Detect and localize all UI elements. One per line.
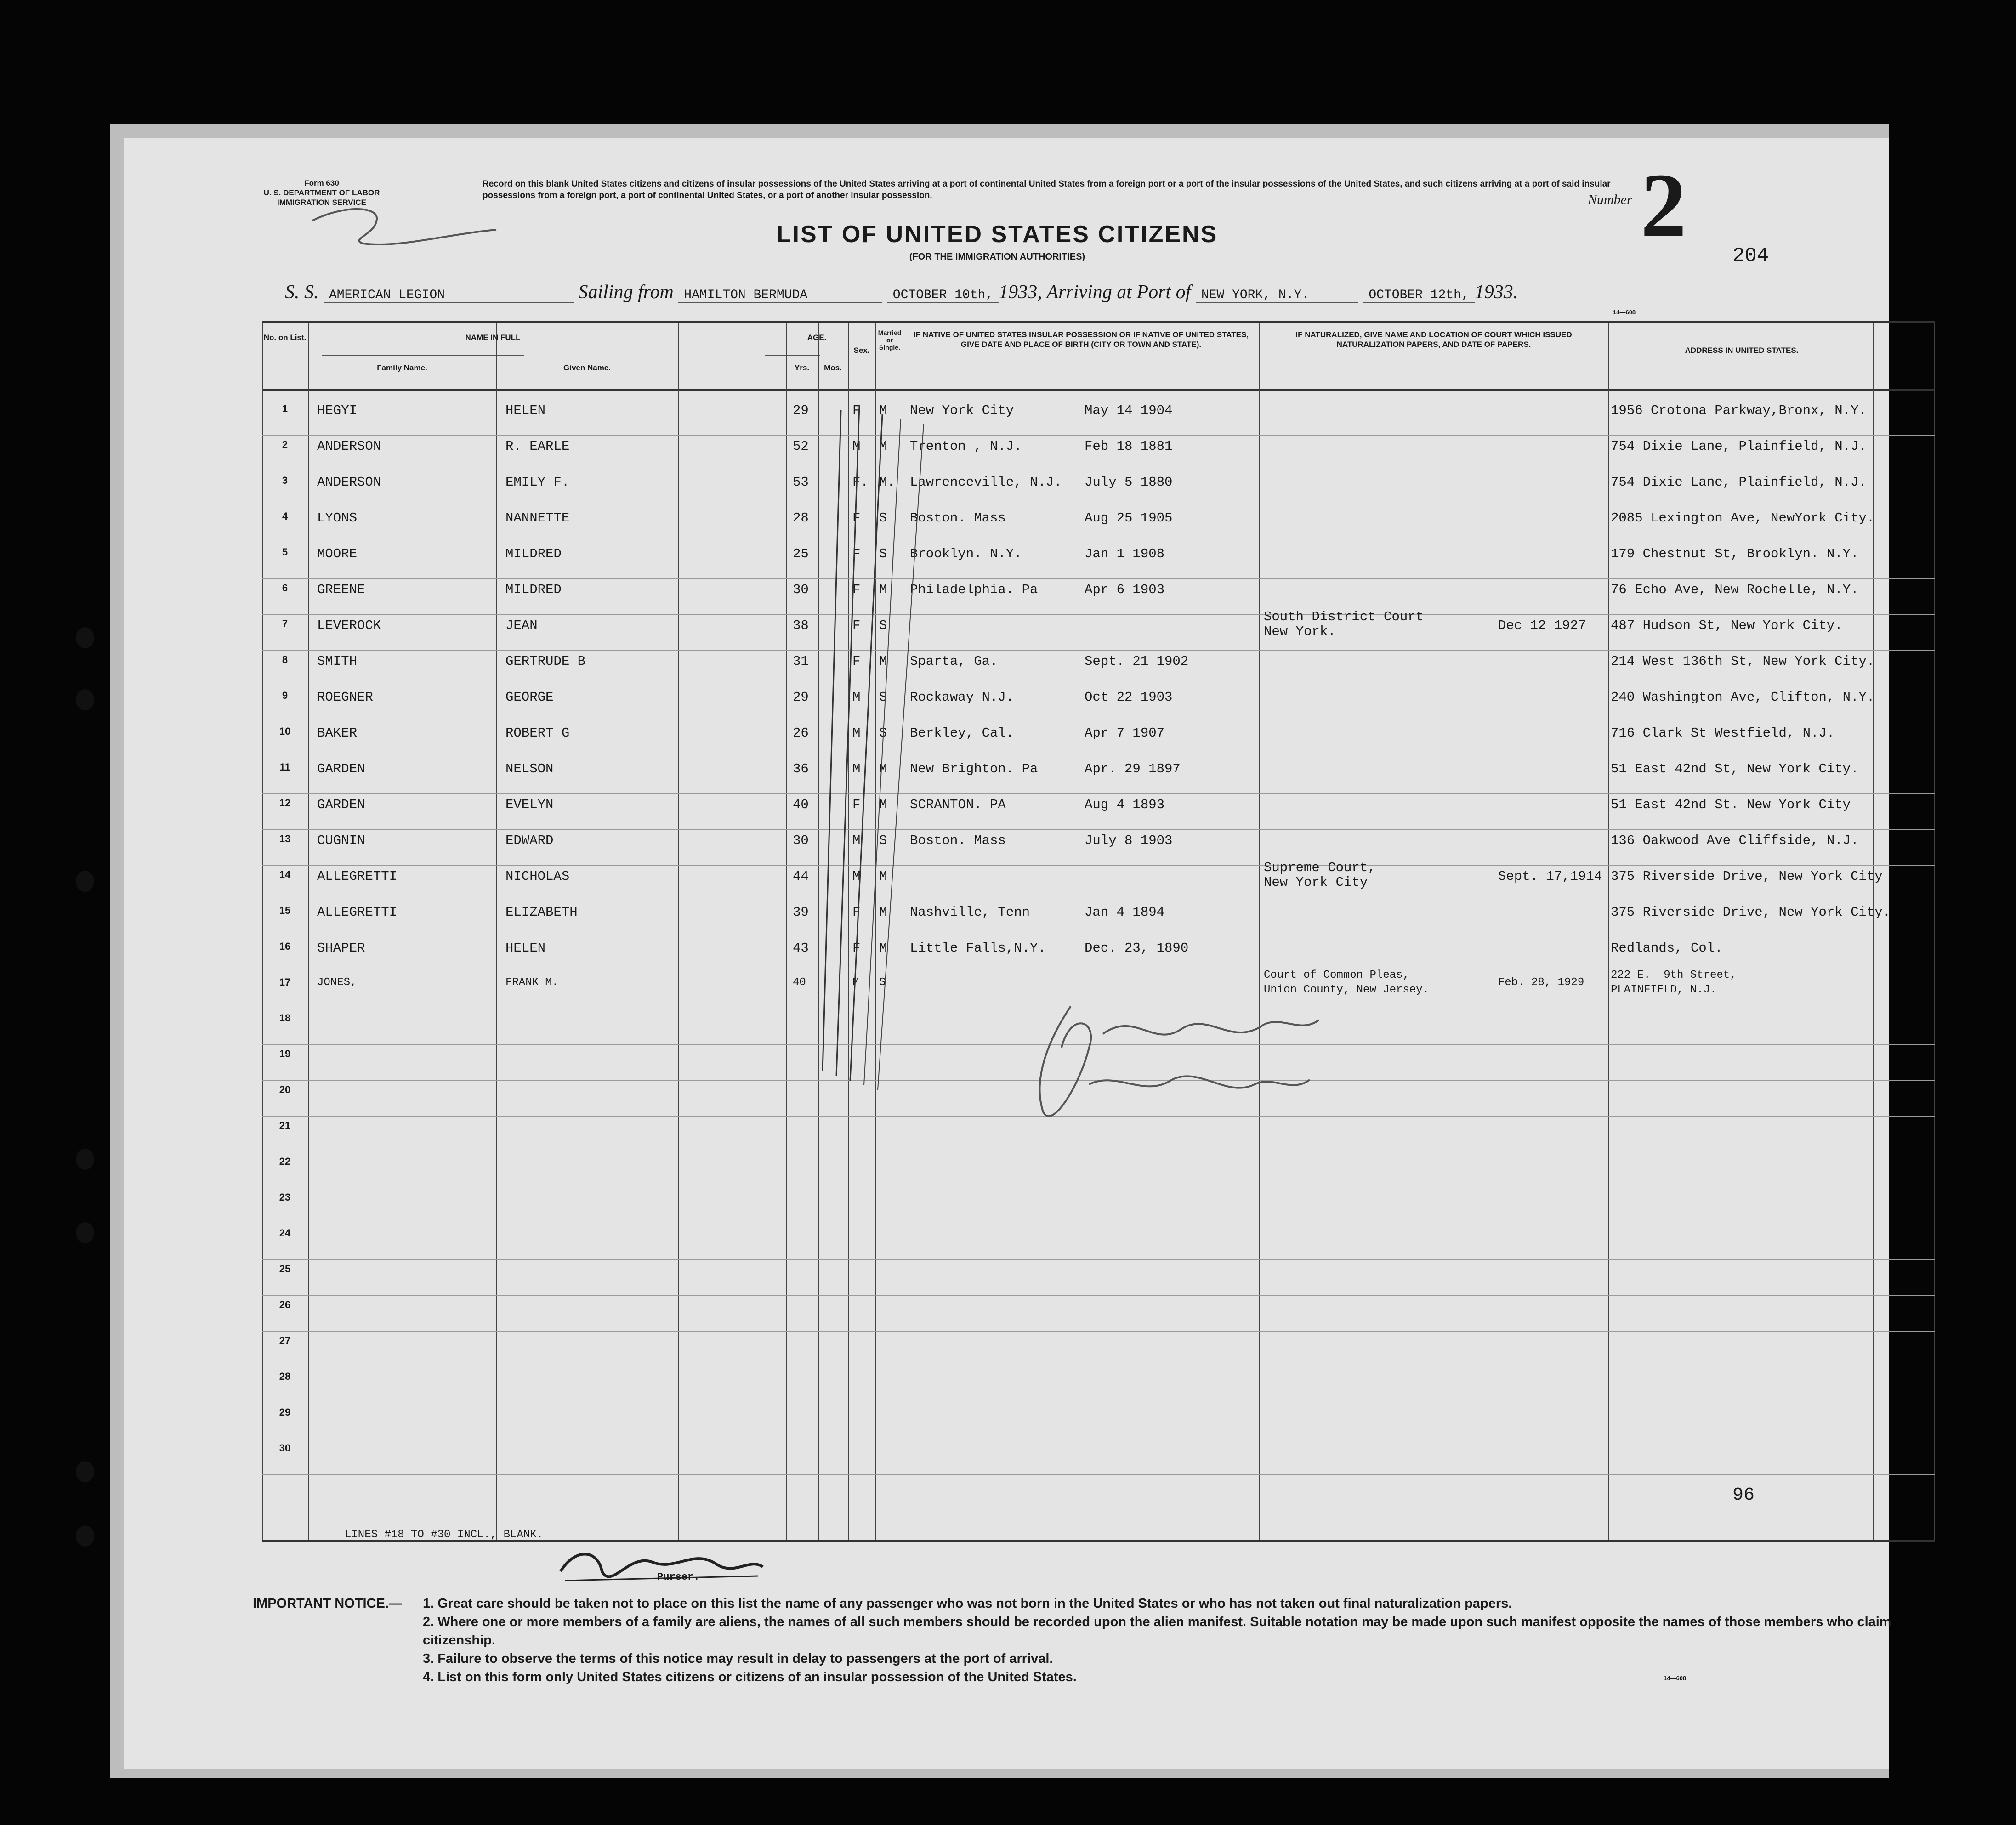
address: 716 Clark St Westfield, N.J.	[1611, 725, 1835, 741]
row-rule	[262, 1331, 1935, 1332]
line-number: 24	[279, 1227, 291, 1239]
marital-status: M	[879, 582, 887, 597]
address: 51 East 42nd St, New York City.	[1611, 761, 1859, 776]
line-number: 15	[279, 905, 291, 916]
col-header-given-name: Given Name.	[563, 363, 611, 372]
age-subheader-divider	[765, 355, 820, 356]
sailing-label: Sailing from	[578, 282, 674, 303]
notice-lead: IMPORTANT NOTICE.—	[253, 1596, 402, 1611]
given-name: GERTRUDE B	[505, 654, 586, 669]
address: 754 Dixie Lane, Plainfield, N.J.	[1611, 475, 1867, 490]
given-name: ROBERT G	[505, 725, 570, 741]
line-number: 20	[279, 1084, 291, 1095]
row-rule	[262, 1259, 1935, 1260]
naturalization-court: Court of Common Pleas, Union County, New Jersey.	[1264, 969, 1430, 996]
sex: F	[852, 654, 861, 669]
col-header-age: AGE.	[807, 333, 827, 342]
line-number: 19	[279, 1048, 291, 1060]
family-name: GARDEN	[317, 797, 365, 812]
sex: M	[852, 690, 861, 705]
naturalization-court: Supreme Court, New York City	[1264, 860, 1376, 890]
row-rule	[262, 793, 1935, 794]
check-marks	[767, 405, 1016, 1301]
line-number: 25	[279, 1263, 291, 1275]
form-number: Form 630	[304, 179, 339, 187]
punch-hole	[76, 689, 94, 710]
table-border-left	[262, 323, 263, 1540]
sex: F	[852, 618, 861, 633]
age: 38	[793, 618, 809, 633]
address: 240 Washington Ave, Clifton, N.Y.	[1611, 690, 1875, 705]
naturalization-date: Sept. 17,1914	[1498, 869, 1602, 884]
row-rule	[262, 1474, 1935, 1475]
sex: F	[852, 403, 861, 418]
birth-date: May 14 1904	[1085, 403, 1173, 418]
birth-place: Lawrenceville, N.J.	[910, 475, 1062, 490]
marital-status: S	[879, 510, 887, 526]
marital-status: S	[879, 546, 887, 561]
family-name: LEVEROCK	[317, 618, 381, 633]
line-number: 27	[279, 1335, 291, 1346]
birth-place: Brooklyn. N.Y.	[910, 546, 1022, 561]
stray-number: 96	[1732, 1485, 1755, 1506]
col-divider	[1873, 323, 1874, 1540]
address: 2085 Lexington Ave, NewYork City.	[1611, 510, 1875, 526]
arrival-date: OCTOBER 12th,	[1363, 288, 1474, 303]
row-rule	[262, 829, 1935, 830]
birth-date: Sept. 21 1902	[1085, 654, 1189, 669]
naturalization-court: South District Court New York.	[1264, 609, 1424, 639]
birth-place: Nashville, Tenn	[910, 905, 1030, 920]
col-header-yrs: Yrs.	[794, 363, 810, 372]
sex: F	[852, 797, 861, 812]
given-name: GEORGE	[505, 690, 554, 705]
col-divider	[1608, 323, 1609, 1540]
given-name: HELEN	[505, 403, 546, 418]
notice-item: 1. Great care should be taken not to place on this list the name of any passenger who was not born in the United States or who has not taken out final naturalization papers.	[423, 1596, 1512, 1611]
age: 30	[793, 582, 809, 597]
given-name: EDWARD	[505, 833, 554, 848]
line-number: 6	[282, 582, 288, 594]
age: 53	[793, 475, 809, 490]
row-rule	[262, 1295, 1935, 1296]
col-header-address: ADDRESS IN UNITED STATES.	[1685, 346, 1799, 355]
age: 29	[793, 403, 809, 418]
sex: M	[852, 976, 859, 989]
sex: M	[852, 761, 861, 776]
sex: M	[852, 869, 861, 884]
address: 222 E. 9th Street, PLAINFIELD, N.J.	[1611, 969, 1737, 996]
given-name: NELSON	[505, 761, 554, 776]
ship-name: AMERICAN LEGION	[324, 288, 574, 303]
marital-status: S	[879, 690, 887, 705]
age: 39	[793, 905, 809, 920]
marital-status: S	[879, 833, 887, 848]
form-subtitle: (FOR THE IMMIGRATION AUTHORITIES)	[909, 252, 1085, 262]
age: 25	[793, 546, 809, 561]
line-number: 1	[282, 403, 288, 414]
given-name: MILDRED	[505, 582, 562, 597]
voyage-line	[285, 281, 1893, 303]
sex: F	[852, 546, 861, 561]
punch-hole	[76, 627, 94, 648]
col-divider	[678, 323, 679, 1540]
line-number: 29	[279, 1406, 291, 1418]
ss-label: S. S.	[285, 282, 319, 303]
naturalization-date: Dec 12 1927	[1498, 618, 1586, 633]
sex: M	[852, 833, 861, 848]
birth-date: July 8 1903	[1085, 833, 1173, 848]
address: 214 West 136th St, New York City.	[1611, 654, 1875, 669]
age: 40	[793, 976, 806, 989]
sex: F.	[852, 475, 869, 490]
departure-year: 1933	[999, 282, 1038, 303]
line-number: 8	[282, 654, 288, 665]
address: 754 Dixie Lane, Plainfield, N.J.	[1611, 439, 1867, 454]
sex: M	[852, 725, 861, 741]
notice-item: 3. Failure to observe the terms of this notice may result in delay to passengers at the port of arrival.	[423, 1651, 1053, 1666]
table-border-right	[1934, 323, 1935, 1540]
family-name: CUGNIN	[317, 833, 365, 848]
arrival-port: NEW YORK, N.Y.	[1196, 288, 1358, 303]
row-rule	[262, 865, 1935, 866]
line-number: 12	[279, 797, 291, 809]
age: 30	[793, 833, 809, 848]
birth-place: Berkley, Cal.	[910, 725, 1014, 741]
col-header-naturalized: IF NATURALIZED, GIVE NAME AND LOCATION OF COURT WHICH ISSUED NATURALIZATION PAPERS, AND DATE OF PAPERS.	[1295, 330, 1572, 349]
age: 28	[793, 510, 809, 526]
birth-place: Philadelphia. Pa	[910, 582, 1038, 597]
given-name: NICHOLAS	[505, 869, 570, 884]
notice-list	[423, 1594, 1893, 1686]
family-name: LYONS	[317, 510, 358, 526]
marital-status: M	[879, 761, 887, 776]
name-subheader-divider	[322, 355, 524, 356]
given-name: R. EARLE	[505, 439, 570, 454]
birth-date: Apr 6 1903	[1085, 582, 1165, 597]
birth-date: July 5 1880	[1085, 475, 1173, 490]
sex: F	[852, 582, 861, 597]
age: 44	[793, 869, 809, 884]
header-divider	[262, 389, 1935, 391]
birth-place: New York City	[910, 403, 1014, 418]
age: 29	[793, 690, 809, 705]
given-name: HELEN	[505, 941, 546, 956]
marital-status: M	[879, 403, 887, 418]
family-name: ROEGNER	[317, 690, 373, 705]
birth-date: Aug 25 1905	[1085, 510, 1173, 526]
col-divider	[496, 323, 497, 1540]
family-name: GREENE	[317, 582, 365, 597]
given-name: FRANK M.	[505, 976, 559, 989]
line-number: 26	[279, 1299, 291, 1310]
col-header-mos: Mos.	[824, 363, 842, 372]
notice-item: 4. List on this form only United States citizens or citizens of an insular possession of the United States.	[423, 1670, 1077, 1684]
inspector-signature	[1016, 992, 1337, 1139]
birth-place: Boston. Mass	[910, 510, 1006, 526]
department-name: U. S. DEPARTMENT OF LABOR	[263, 188, 380, 197]
given-name: EMILY F.	[505, 475, 570, 490]
departure-port: HAMILTON BERMUDA	[678, 288, 882, 303]
address: 375 Riverside Drive, New York City	[1611, 869, 1883, 884]
blank-lines-note: LINES #18 TO #30 INCL., BLANK.	[345, 1529, 544, 1541]
marital-status: M	[879, 869, 887, 884]
col-header-no: No. on List.	[263, 333, 307, 342]
address: 51 East 42nd St. New York City	[1611, 797, 1851, 812]
family-name: ANDERSON	[317, 475, 381, 490]
row-rule	[262, 435, 1935, 436]
marital-status: M	[879, 905, 887, 920]
row-rule	[262, 578, 1935, 579]
notice-item: 2. Where one or more members of a family are aliens, the names of all such members should be recorded upon the alien manifest. Suitable notation may be made upon such manifest opposite the names of those members who claim citizenship.	[423, 1615, 1891, 1648]
line-number: 28	[279, 1371, 291, 1382]
sex: F	[852, 510, 861, 526]
col-header-birth: IF NATIVE OF UNITED STATES INSULAR POSSESSION OR IF NATIVE OF UNITED STATES, GIVE DATE AND PLACE OF BIRTH (CITY OR TOWN AND STATE).	[913, 330, 1249, 349]
age: 43	[793, 941, 809, 956]
departure-date: OCTOBER 10th,	[887, 288, 999, 303]
family-name: ALLEGRETTI	[317, 905, 398, 920]
marital-status: M	[879, 439, 887, 454]
birth-date: Apr 7 1907	[1085, 725, 1165, 741]
line-number: 5	[282, 546, 288, 558]
marital-status: M	[879, 654, 887, 669]
address: 1956 Crotona Parkway,Bronx, N.Y.	[1611, 403, 1867, 418]
number-label: Number	[1588, 192, 1632, 207]
birth-date: Dec. 23, 1890	[1085, 941, 1189, 956]
birth-place: SCRANTON. PA	[910, 797, 1006, 812]
birth-date: Jan 1 1908	[1085, 546, 1165, 561]
arrival-year: 1933.	[1474, 282, 1518, 303]
sex: F	[852, 905, 861, 920]
address: Redlands, Col.	[1611, 941, 1723, 956]
sex: M	[852, 439, 861, 454]
col-divider	[1259, 323, 1260, 1540]
punch-hole	[76, 871, 94, 892]
list-number: 2	[1641, 155, 1687, 256]
sex: F	[852, 941, 861, 956]
address: 136 Oakwood Ave Cliffside, N.J.	[1611, 833, 1859, 848]
family-name: MOORE	[317, 546, 358, 561]
line-number: 14	[279, 869, 291, 880]
birth-date: Apr. 29 1897	[1085, 761, 1181, 776]
address: 179 Chestnut St, Brooklyn. N.Y.	[1611, 546, 1859, 561]
family-name: SHAPER	[317, 941, 365, 956]
birth-date: Jan 4 1894	[1085, 905, 1165, 920]
given-name: NANNETTE	[505, 510, 570, 526]
line-number: 30	[279, 1442, 291, 1454]
marital-status: M	[879, 797, 887, 812]
birth-place: Sparta, Ga.	[910, 654, 998, 669]
line-number: 7	[282, 618, 288, 629]
line-number: 16	[279, 941, 291, 952]
birth-date: Oct 22 1903	[1085, 690, 1173, 705]
family-name: ANDERSON	[317, 439, 381, 454]
birth-place: Boston. Mass	[910, 833, 1006, 848]
line-number: 21	[279, 1120, 291, 1131]
col-header-sex: Sex.	[853, 346, 870, 355]
print-code-bottom: 14—608	[1664, 1675, 1687, 1682]
given-name: EVELYN	[505, 797, 554, 812]
punch-hole	[76, 1525, 94, 1547]
row-rule	[262, 614, 1935, 615]
marital-status: S	[879, 725, 887, 741]
family-name: SMITH	[317, 654, 358, 669]
line-number: 2	[282, 439, 288, 450]
address: 487 Hudson St, New York City.	[1611, 618, 1843, 633]
col-divider	[308, 323, 309, 1540]
arriving-label: , Arriving at Port of	[1037, 282, 1191, 303]
line-number: 11	[279, 761, 290, 773]
line-number: 13	[279, 833, 291, 844]
punch-hole	[76, 1149, 94, 1170]
given-name: JEAN	[505, 618, 538, 633]
punch-hole	[76, 1461, 94, 1482]
col-header-name: NAME IN FULL	[465, 333, 521, 342]
line-number: 3	[282, 475, 288, 486]
row-rule	[262, 650, 1935, 651]
manifest-sheet	[124, 138, 1889, 1769]
purser-signature	[556, 1539, 767, 1594]
marital-status: S	[879, 618, 887, 633]
line-number: 23	[279, 1191, 291, 1203]
age: 40	[793, 797, 809, 812]
manifest-table	[262, 321, 1935, 1542]
family-name: JONES,	[317, 976, 357, 989]
family-name: HEGYI	[317, 403, 358, 418]
age: 52	[793, 439, 809, 454]
given-name: MILDRED	[505, 546, 562, 561]
age: 36	[793, 761, 809, 776]
page-reference: 204	[1732, 244, 1769, 267]
line-number: 9	[282, 690, 288, 701]
age: 31	[793, 654, 809, 669]
age: 26	[793, 725, 809, 741]
birth-place: Trenton , N.J.	[910, 439, 1022, 454]
marital-status: S	[879, 976, 886, 989]
col-header-married: Married or Single.	[878, 329, 902, 351]
address: 375 Riverside Drive, New York City.	[1611, 905, 1891, 920]
birth-place: Little Falls,N.Y.	[910, 941, 1046, 956]
naturalization-date: Feb. 28, 1929	[1498, 976, 1584, 989]
family-name: ALLEGRETTI	[317, 869, 398, 884]
line-number: 10	[279, 725, 291, 737]
line-number: 22	[279, 1156, 291, 1167]
birth-date: Aug 4 1893	[1085, 797, 1165, 812]
family-name: GARDEN	[317, 761, 365, 776]
punch-hole	[76, 1222, 94, 1243]
purser-label: Purser.	[657, 1571, 700, 1583]
marital-status: M	[879, 941, 887, 956]
line-number: 4	[282, 510, 288, 522]
line-number: 17	[279, 976, 291, 988]
birth-date: Feb 18 1881	[1085, 439, 1173, 454]
birth-place: Rockaway N.J.	[910, 690, 1014, 705]
address: 76 Echo Ave, New Rochelle, N.Y.	[1611, 582, 1859, 597]
print-code-top: 14—608	[1613, 309, 1636, 316]
line-number: 18	[279, 1012, 291, 1024]
form-instructions: Record on this blank United States citizens and citizens of insular possessions of the United States arriving at a port of continental United States from a foreign port or a port of the insular possessions of the United States, and such citizens arriving at a port of said insular possessions from a foreign port, a port of continental United States, or a port of another insular possession.	[483, 179, 1611, 200]
form-title: LIST OF UNITED STATES CITIZENS	[776, 221, 1218, 248]
handwritten-mark	[308, 202, 501, 253]
marital-status: M.	[879, 475, 895, 490]
col-header-family-name: Family Name.	[377, 363, 427, 372]
family-name: BAKER	[317, 725, 358, 741]
birth-place: New Brighton. Pa	[910, 761, 1038, 776]
service-name: IMMIGRATION SERVICE	[277, 198, 366, 207]
given-name: ELIZABETH	[505, 905, 578, 920]
